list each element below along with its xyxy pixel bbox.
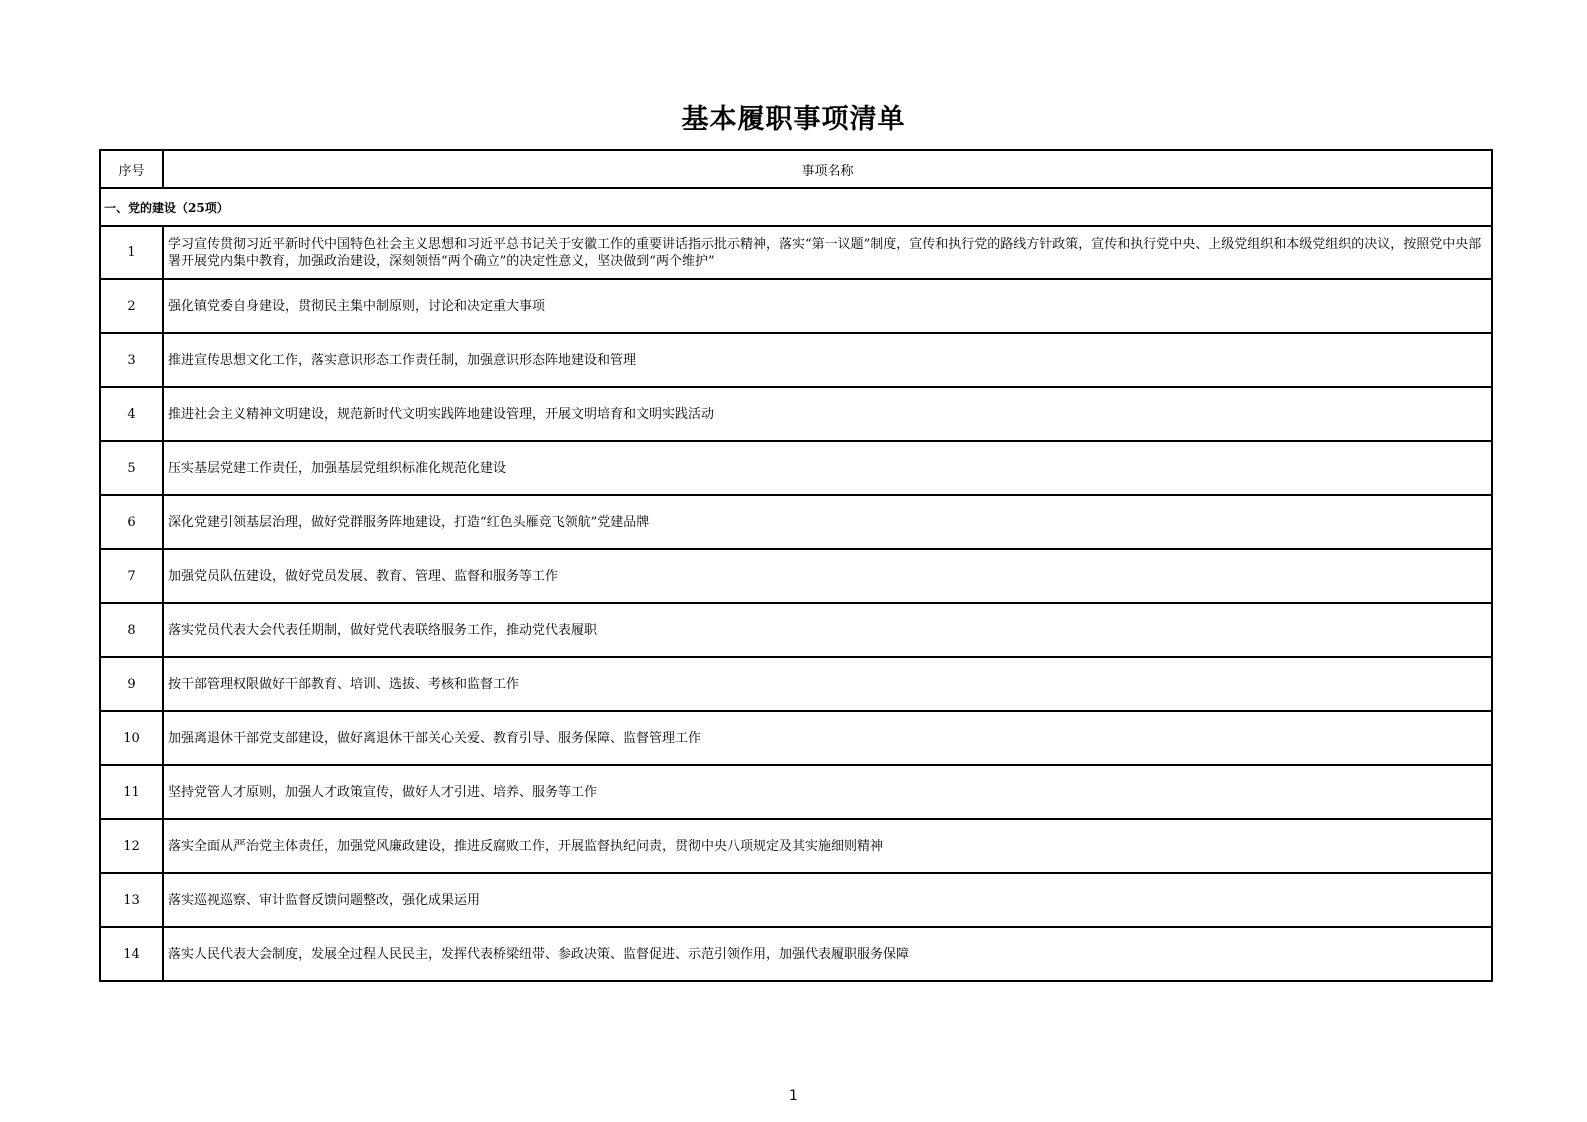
row-item-name: 学习宣传贯彻习近平新时代中国特色社会主义思想和习近平总书记关于安徽工作的重要讲话指示批示精神，落实“第一议题”制度，宣传和执行党的路线方针政策，宣传和执行党中央、上级党组织和本级党组织的决议，按照党中央部署开展党内集中教育，加强政治建设，深刻领悟“两个确立”的决定性意义，坚决做到“两个维护” [163, 226, 1492, 279]
row-serial-number: 6 [100, 495, 163, 549]
table-header-row [100, 150, 1492, 188]
row-serial-number: 11 [100, 765, 163, 819]
row-serial-number: 12 [100, 819, 163, 873]
row-item-name: 强化镇党委自身建设，贯彻民主集中制原则，讨论和决定重大事项 [163, 279, 1492, 333]
row-item-name: 落实人民代表大会制度，发展全过程人民民主，发挥代表桥梁纽带、参政决策、监督促进、示范引领作用，加强代表履职服务保障 [163, 927, 1492, 981]
section-row [100, 188, 1492, 226]
row-serial-number: 13 [100, 873, 163, 927]
table-row [100, 226, 1492, 279]
table-row [100, 927, 1492, 981]
row-serial-number: 4 [100, 387, 163, 441]
row-serial-number: 14 [100, 927, 163, 981]
row-serial-number: 2 [100, 279, 163, 333]
header-item-name: 事项名称 [163, 150, 1492, 188]
row-item-name: 落实巡视巡察、审计监督反馈问题整改，强化成果运用 [163, 873, 1492, 927]
duties-table [99, 149, 1493, 982]
row-item-name: 坚持党管人才原则，加强人才政策宣传，做好人才引进、培养、服务等工作 [163, 765, 1492, 819]
table-row [100, 819, 1492, 873]
page-number: 1 [789, 1088, 798, 1104]
row-item-name: 推进社会主义精神文明建设，规范新时代文明实践阵地建设管理，开展文明培育和文明实践活动 [163, 387, 1492, 441]
table-row [100, 495, 1492, 549]
row-item-name: 落实全面从严治党主体责任，加强党风廉政建设，推进反腐败工作，开展监督执纪问责，贯彻中央八项规定及其实施细则精神 [163, 819, 1492, 873]
table-row [100, 549, 1492, 603]
table-row [100, 711, 1492, 765]
table-row [100, 765, 1492, 819]
row-serial-number: 8 [100, 603, 163, 657]
row-serial-number: 10 [100, 711, 163, 765]
table-row [100, 441, 1492, 495]
row-serial-number: 5 [100, 441, 163, 495]
row-item-name: 压实基层党建工作责任，加强基层党组织标准化规范化建设 [163, 441, 1492, 495]
table-row [100, 657, 1492, 711]
row-item-name: 推进宣传思想文化工作，落实意识形态工作责任制，加强意识形态阵地建设和管理 [163, 333, 1492, 387]
row-serial-number: 7 [100, 549, 163, 603]
header-serial-number: 序号 [100, 150, 163, 188]
table-row [100, 603, 1492, 657]
row-item-name: 加强党员队伍建设，做好党员发展、教育、管理、监督和服务等工作 [163, 549, 1492, 603]
row-serial-number: 9 [100, 657, 163, 711]
section-title: 一、党的建设（25项） [100, 188, 1492, 226]
row-serial-number: 1 [100, 226, 163, 279]
row-item-name: 落实党员代表大会代表任期制，做好党代表联络服务工作，推动党代表履职 [163, 603, 1492, 657]
row-item-name: 深化党建引领基层治理，做好党群服务阵地建设，打造“红色头雁竞飞领航”党建品牌 [163, 495, 1492, 549]
table-row [100, 873, 1492, 927]
table-row [100, 387, 1492, 441]
row-item-name: 加强离退休干部党支部建设，做好离退休干部关心关爱、教育引导、服务保障、监督管理工作 [163, 711, 1492, 765]
document-title: 基本履职事项清单 [681, 104, 906, 135]
row-item-name: 按干部管理权限做好干部教育、培训、选拔、考核和监督工作 [163, 657, 1492, 711]
table-row [100, 279, 1492, 333]
row-serial-number: 3 [100, 333, 163, 387]
table-row [100, 333, 1492, 387]
